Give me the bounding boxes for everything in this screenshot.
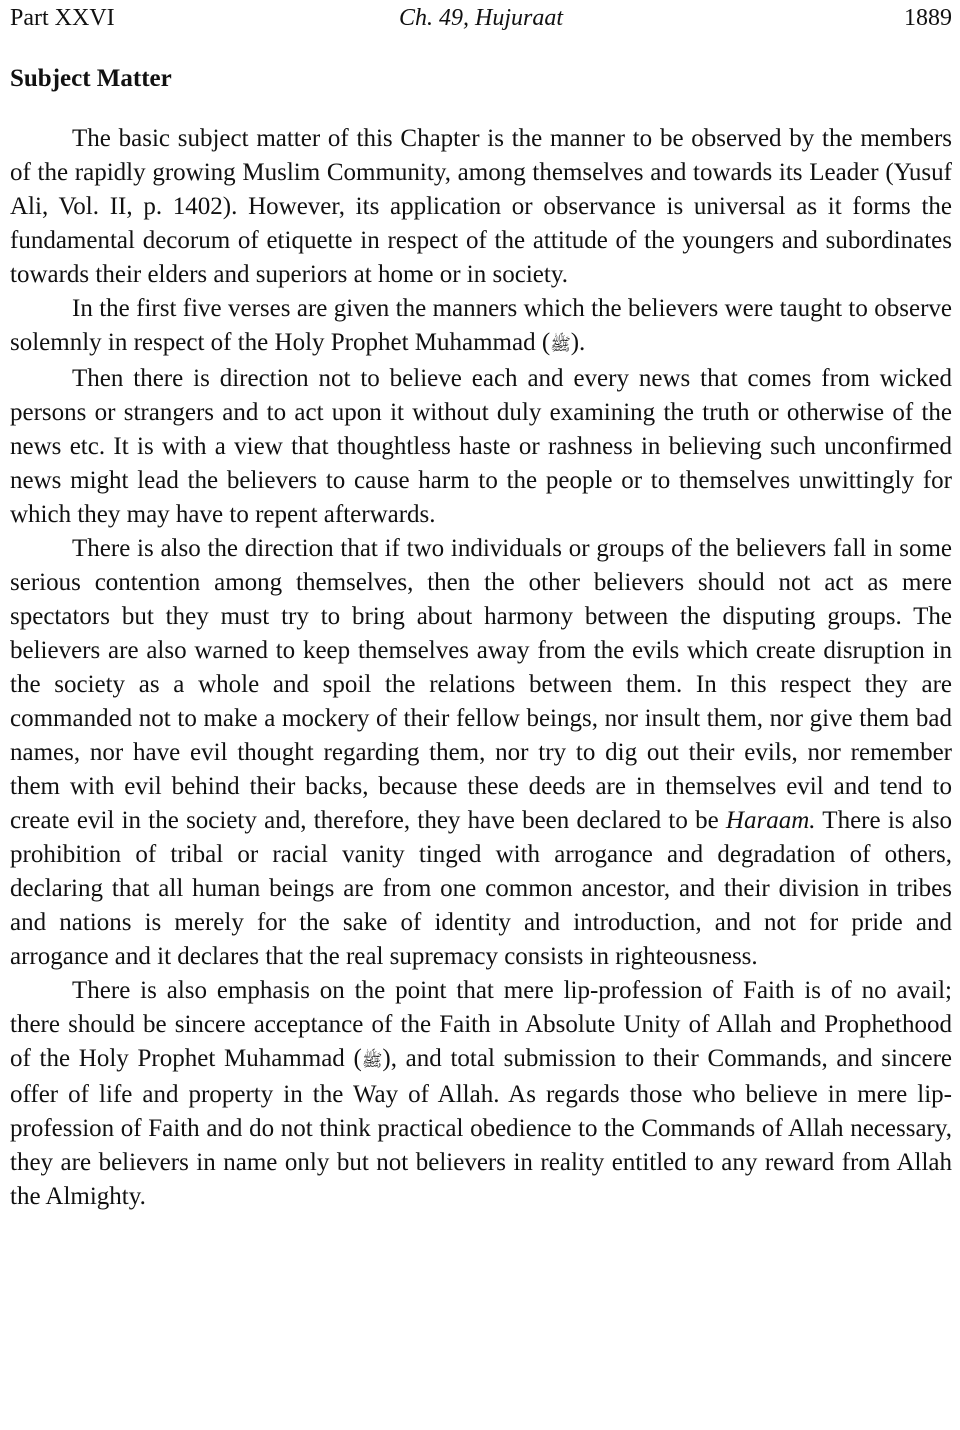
body-text <box>10 122 952 1214</box>
document-page <box>10 0 952 1214</box>
part-label: Part XXVI <box>10 5 115 31</box>
paragraph-5-text: There is also emphasis on the point that mere lip-profession of Faith is of no avail; there should be sincere acceptance of the Faith in Absolute Unity of Allah and Prophethood of the Holy Prophet Muhammad ( <box>10 977 952 1072</box>
page-number: 1889 <box>904 5 952 31</box>
paragraph-4-tail: There is also prohibition of tribal or racial vanity tinged with arrogance and degradation of others, declaring that all human beings are from one common ancestor, and their division in tribes and nations is merely for the sake of identity and introduction, and not for pride and arrogance and it declares that the real supremacy consists in righteousness. <box>10 807 952 970</box>
pbuh-symbol: ﷺ <box>361 1051 383 1071</box>
section-title: Subject Matter <box>10 65 172 92</box>
paragraph-4 <box>10 532 952 974</box>
paragraph-3: Then there is direction not to believe each and every news that comes from wicked persons or strangers and to act upon it without duly examining the truth or otherwise of the news etc. It is with a view that thoughtless haste or rashness in believing such unconfirmed news might lead the believers to cause harm to the people or to themselves unwittingly for which they may have to repent afterwards. <box>10 365 952 528</box>
paragraph-4-text: There is also the direction that if two individuals or groups of the believers fall in some serious contention among themselves, then the other believers should not act as mere spectators but they must try to bring about harmony between the disputing groups. The believers are also warned to keep themselves away from the evils which create disruption in the society as a whole and spoil the relations between them. In this respect they are commanded not to make a mockery of their fellow beings, nor insult them, nor give them bad names, nor have evil thought regarding them, nor try to dig out their evils, nor remember them with evil behind their backs, because these deeds are in themselves evil and tend to create evil in the society and, therefore, they have been declared to be <box>10 535 952 834</box>
running-header <box>10 0 952 40</box>
chapter-label: Ch. 49, Hujuraat <box>398 5 563 31</box>
paragraph-5 <box>10 974 952 1214</box>
paragraph-2-tail: ). <box>570 329 586 356</box>
paragraph-2 <box>10 292 952 362</box>
pbuh-symbol: ﷺ <box>550 335 571 355</box>
paragraph-2-text: In the first five verses are given the manners which the believers were taught to observe solemnly in respect of the Holy Prophet Muhammad ( <box>10 295 952 356</box>
paragraph-1: The basic subject matter of this Chapter is the manner to be observed by the members of the rapidly growing Muslim Community, among themselves and towards its Leader (Yusuf Ali, Vol. II, p. 1402). However, its application or observance is universal as it forms the fundamental decorum of etiquette in respect of the attitude of the youngers and subordinates towards their elders and superiors at home or in society. <box>10 125 952 288</box>
haraam-term: Haraam. <box>725 807 816 834</box>
paragraph-5-tail: ), and total submission to their Commands, and sincere offer of life and property in the Way of Allah. As regards those who believe in mere lip-profession of Faith and do not think practical obedience to the Commands of Allah necessary, they are believers in name only but not believers in reality entitled to any reward from Allah the Almighty. <box>10 1045 952 1210</box>
